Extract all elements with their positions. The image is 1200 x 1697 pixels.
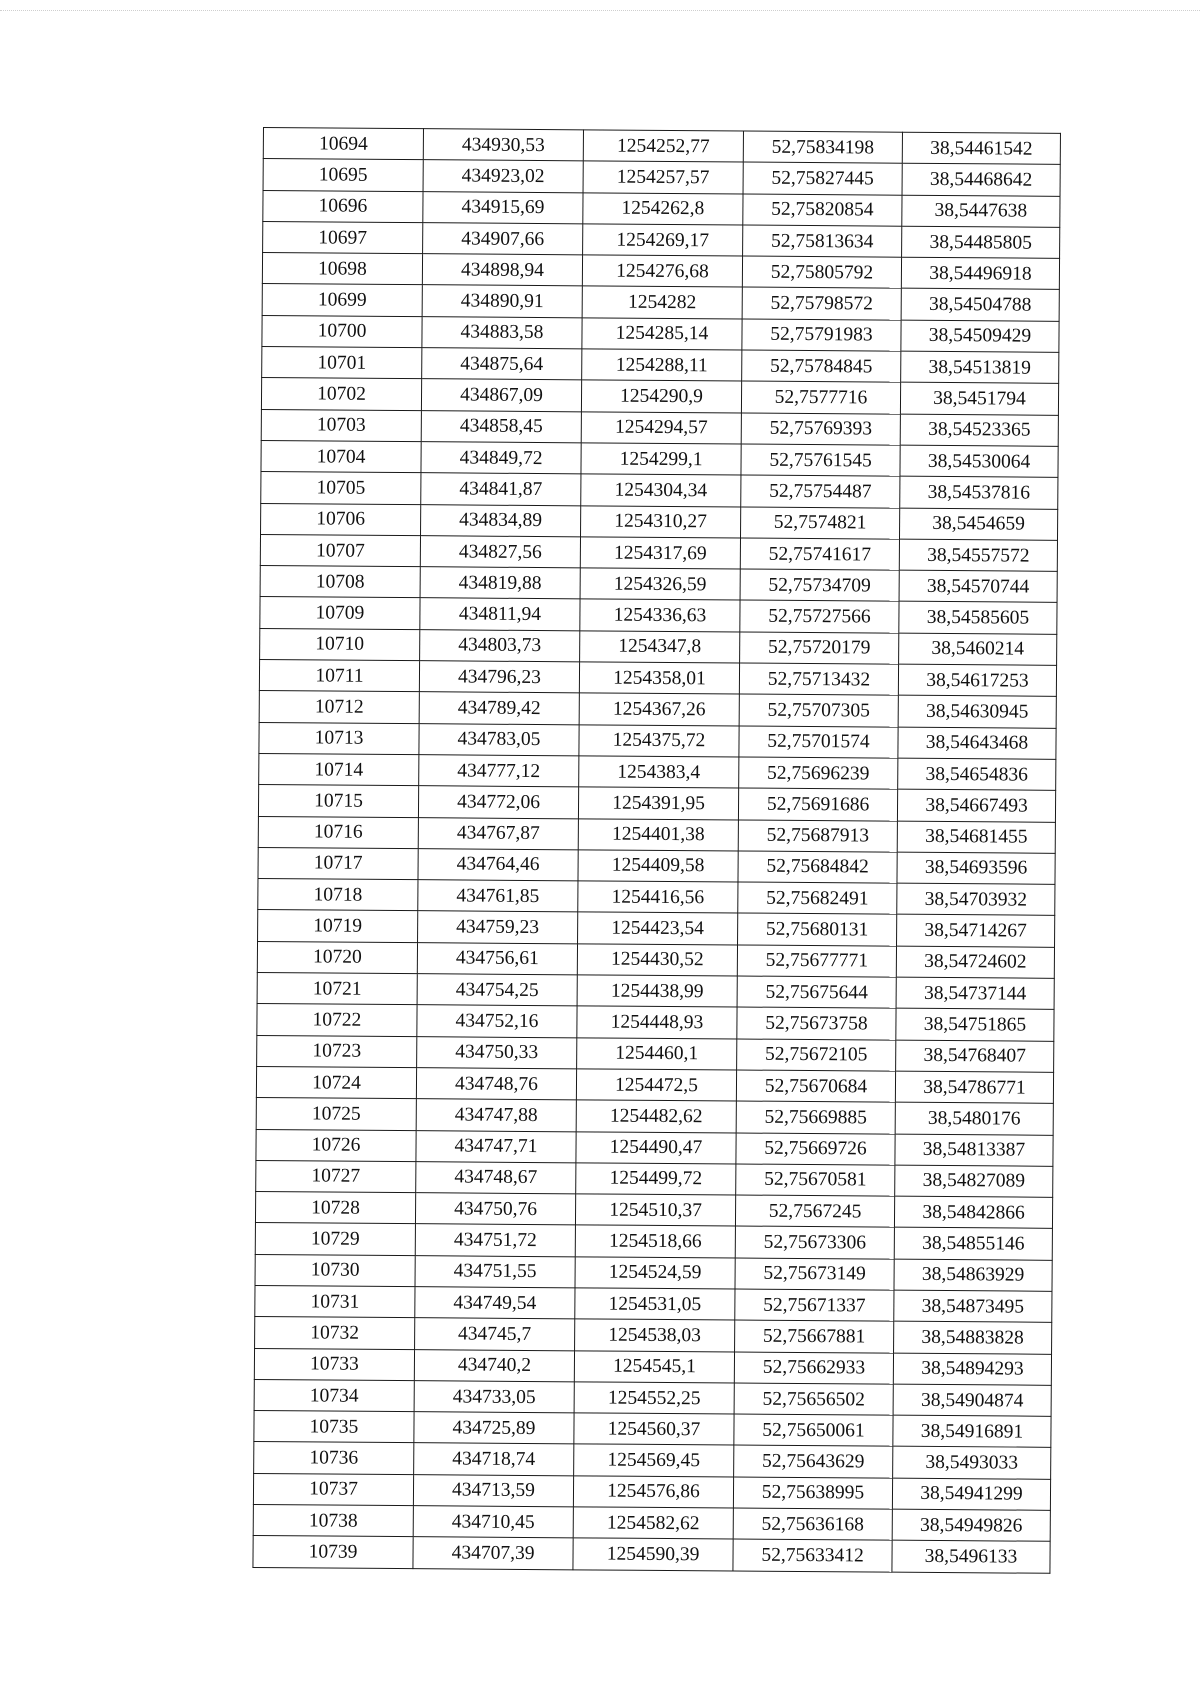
longitude-cell: 38,54916891 bbox=[893, 1415, 1051, 1447]
longitude-cell: 38,54714267 bbox=[897, 915, 1055, 947]
point-number-cell: 10712 bbox=[259, 691, 419, 723]
point-number-cell: 10708 bbox=[260, 566, 420, 598]
y-coordinate-cell: 1254294,57 bbox=[581, 412, 741, 444]
latitude-cell: 52,7567245 bbox=[735, 1195, 894, 1227]
longitude-cell: 38,54827089 bbox=[895, 1165, 1053, 1197]
x-coordinate-cell: 434761,85 bbox=[418, 880, 578, 912]
longitude-cell: 38,54883828 bbox=[894, 1321, 1052, 1353]
latitude-cell: 52,75677771 bbox=[737, 945, 896, 977]
point-number-cell: 10717 bbox=[258, 847, 418, 879]
point-number-cell: 10731 bbox=[255, 1285, 415, 1317]
y-coordinate-cell: 1254531,05 bbox=[575, 1288, 735, 1320]
longitude-cell: 38,54693596 bbox=[897, 852, 1055, 884]
y-coordinate-cell: 1254290,9 bbox=[581, 380, 741, 412]
x-coordinate-cell: 434748,76 bbox=[416, 1068, 576, 1100]
point-number-cell: 10719 bbox=[258, 910, 418, 942]
y-coordinate-cell: 1254276,68 bbox=[582, 255, 742, 287]
y-coordinate-cell: 1254282 bbox=[582, 286, 742, 318]
latitude-cell: 52,75820854 bbox=[743, 194, 902, 226]
point-number-cell: 10734 bbox=[254, 1379, 414, 1411]
y-coordinate-cell: 1254367,26 bbox=[579, 693, 739, 725]
longitude-cell: 38,54737144 bbox=[896, 977, 1054, 1009]
y-coordinate-cell: 1254304,34 bbox=[581, 474, 741, 506]
longitude-cell: 38,5493033 bbox=[893, 1447, 1051, 1479]
x-coordinate-cell: 434759,23 bbox=[418, 911, 578, 943]
x-coordinate-cell: 434883,58 bbox=[422, 316, 582, 348]
y-coordinate-cell: 1254545,1 bbox=[574, 1350, 734, 1382]
x-coordinate-cell: 434767,87 bbox=[418, 817, 578, 849]
longitude-cell: 38,54681455 bbox=[897, 821, 1055, 853]
x-coordinate-cell: 434827,56 bbox=[420, 536, 580, 568]
point-number-cell: 10713 bbox=[259, 722, 419, 754]
latitude-cell: 52,75670684 bbox=[736, 1070, 895, 1102]
x-coordinate-cell: 434707,39 bbox=[413, 1537, 573, 1569]
x-coordinate-cell: 434754,25 bbox=[417, 974, 577, 1006]
point-number-cell: 10702 bbox=[261, 378, 421, 410]
longitude-cell: 38,5447638 bbox=[902, 195, 1060, 227]
latitude-cell: 52,75672105 bbox=[737, 1039, 896, 1071]
x-coordinate-cell: 434740,2 bbox=[414, 1349, 574, 1381]
latitude-cell: 52,75827445 bbox=[743, 162, 902, 194]
y-coordinate-cell: 1254252,77 bbox=[583, 130, 743, 162]
point-number-cell: 10715 bbox=[258, 785, 418, 817]
y-coordinate-cell: 1254582,62 bbox=[573, 1507, 733, 1539]
point-number-cell: 10737 bbox=[253, 1473, 413, 1505]
y-coordinate-cell: 1254347,8 bbox=[580, 631, 740, 663]
y-coordinate-cell: 1254383,4 bbox=[579, 756, 739, 788]
y-coordinate-cell: 1254590,39 bbox=[573, 1538, 733, 1570]
y-coordinate-cell: 1254269,17 bbox=[583, 224, 743, 256]
longitude-cell: 38,54468642 bbox=[902, 163, 1060, 195]
y-coordinate-cell: 1254552,25 bbox=[574, 1382, 734, 1414]
point-number-cell: 10697 bbox=[263, 221, 423, 253]
y-coordinate-cell: 1254518,66 bbox=[575, 1225, 735, 1257]
longitude-cell: 38,54496918 bbox=[901, 257, 1059, 289]
x-coordinate-cell: 434710,45 bbox=[413, 1506, 573, 1538]
x-coordinate-cell: 434841,87 bbox=[421, 473, 581, 505]
latitude-cell: 52,75691686 bbox=[738, 788, 897, 820]
point-number-cell: 10733 bbox=[254, 1348, 414, 1380]
point-number-cell: 10732 bbox=[255, 1317, 415, 1349]
latitude-cell: 52,75638995 bbox=[733, 1477, 892, 1509]
latitude-cell: 52,7577716 bbox=[741, 381, 900, 413]
y-coordinate-cell: 1254257,57 bbox=[583, 161, 743, 193]
latitude-cell: 52,75701574 bbox=[739, 726, 898, 758]
y-coordinate-cell: 1254510,37 bbox=[575, 1194, 735, 1226]
point-number-cell: 10703 bbox=[261, 409, 421, 441]
point-number-cell: 10704 bbox=[261, 440, 421, 472]
latitude-cell: 52,75727566 bbox=[740, 600, 899, 632]
latitude-cell: 52,75707305 bbox=[739, 694, 898, 726]
x-coordinate-cell: 434898,94 bbox=[422, 254, 582, 286]
point-number-cell: 10722 bbox=[257, 1004, 417, 1036]
y-coordinate-cell: 1254299,1 bbox=[581, 443, 741, 475]
x-coordinate-cell: 434783,05 bbox=[419, 723, 579, 755]
x-coordinate-cell: 434849,72 bbox=[421, 442, 581, 474]
latitude-cell: 52,75671337 bbox=[735, 1289, 894, 1321]
y-coordinate-cell: 1254375,72 bbox=[579, 724, 739, 756]
longitude-cell: 38,5451794 bbox=[900, 383, 1058, 415]
longitude-cell: 38,54509429 bbox=[901, 320, 1059, 352]
x-coordinate-cell: 434751,55 bbox=[415, 1255, 575, 1287]
point-number-cell: 10700 bbox=[262, 315, 422, 347]
coordinates-table-body bbox=[253, 128, 1061, 1573]
x-coordinate-cell: 434745,7 bbox=[415, 1318, 575, 1350]
longitude-cell: 38,54768407 bbox=[896, 1040, 1054, 1072]
y-coordinate-cell: 1254401,38 bbox=[578, 818, 738, 850]
point-number-cell: 10721 bbox=[257, 972, 417, 1004]
point-number-cell: 10718 bbox=[258, 879, 418, 911]
x-coordinate-cell: 434915,69 bbox=[423, 191, 583, 223]
point-number-cell: 10723 bbox=[257, 1035, 417, 1067]
point-number-cell: 10716 bbox=[258, 816, 418, 848]
point-number-cell: 10696 bbox=[263, 190, 423, 222]
y-coordinate-cell: 1254482,62 bbox=[576, 1100, 736, 1132]
longitude-cell: 38,54537816 bbox=[900, 476, 1058, 508]
x-coordinate-cell: 434749,54 bbox=[415, 1287, 575, 1319]
point-number-cell: 10709 bbox=[260, 597, 420, 629]
latitude-cell: 52,75834198 bbox=[743, 131, 902, 163]
latitude-cell: 52,75741617 bbox=[740, 538, 899, 570]
longitude-cell: 38,54855146 bbox=[894, 1228, 1052, 1260]
y-coordinate-cell: 1254569,45 bbox=[574, 1444, 734, 1476]
y-coordinate-cell: 1254460,1 bbox=[577, 1037, 737, 1069]
point-number-cell: 10730 bbox=[255, 1254, 415, 1286]
point-number-cell: 10710 bbox=[260, 628, 420, 660]
y-coordinate-cell: 1254409,58 bbox=[578, 850, 738, 882]
x-coordinate-cell: 434930,53 bbox=[423, 129, 583, 161]
longitude-cell: 38,54530064 bbox=[900, 445, 1058, 477]
point-number-cell: 10739 bbox=[253, 1536, 413, 1568]
latitude-cell: 52,75813634 bbox=[743, 225, 902, 257]
longitude-cell: 38,54617253 bbox=[898, 664, 1056, 696]
longitude-cell: 38,54570744 bbox=[899, 570, 1057, 602]
longitude-cell: 38,54842866 bbox=[894, 1196, 1052, 1228]
latitude-cell: 52,75669726 bbox=[736, 1132, 895, 1164]
y-coordinate-cell: 1254288,11 bbox=[582, 349, 742, 381]
x-coordinate-cell: 434764,46 bbox=[418, 848, 578, 880]
point-number-cell: 10701 bbox=[262, 347, 422, 379]
y-coordinate-cell: 1254538,03 bbox=[575, 1319, 735, 1351]
longitude-cell: 38,54461542 bbox=[902, 132, 1060, 164]
point-number-cell: 10735 bbox=[254, 1411, 414, 1443]
longitude-cell: 38,54557572 bbox=[899, 539, 1057, 571]
x-coordinate-cell: 434834,89 bbox=[421, 504, 581, 536]
point-number-cell: 10711 bbox=[259, 660, 419, 692]
latitude-cell: 52,75669885 bbox=[736, 1101, 895, 1133]
longitude-cell: 38,54667493 bbox=[897, 789, 1055, 821]
latitude-cell: 52,75720179 bbox=[740, 632, 899, 664]
latitude-cell: 52,7574821 bbox=[741, 507, 900, 539]
longitude-cell: 38,54630945 bbox=[898, 696, 1056, 728]
longitude-cell: 38,54751865 bbox=[896, 1008, 1054, 1040]
latitude-cell: 52,75769393 bbox=[741, 413, 900, 445]
latitude-cell: 52,75687913 bbox=[738, 820, 897, 852]
y-coordinate-cell: 1254310,27 bbox=[581, 505, 741, 537]
x-coordinate-cell: 434875,64 bbox=[422, 348, 582, 380]
x-coordinate-cell: 434819,88 bbox=[420, 567, 580, 599]
point-number-cell: 10727 bbox=[256, 1160, 416, 1192]
point-number-cell: 10707 bbox=[260, 534, 420, 566]
longitude-cell: 38,54941299 bbox=[892, 1478, 1050, 1510]
x-coordinate-cell: 434718,74 bbox=[414, 1443, 574, 1475]
point-number-cell: 10694 bbox=[263, 128, 423, 160]
point-number-cell: 10720 bbox=[257, 941, 417, 973]
x-coordinate-cell: 434777,12 bbox=[419, 755, 579, 787]
latitude-cell: 52,75761545 bbox=[741, 444, 900, 476]
latitude-cell: 52,75673758 bbox=[737, 1007, 896, 1039]
latitude-cell: 52,75754487 bbox=[741, 475, 900, 507]
coordinates-table bbox=[252, 127, 1061, 1573]
latitude-cell: 52,75696239 bbox=[739, 757, 898, 789]
longitude-cell: 38,54863929 bbox=[894, 1259, 1052, 1291]
x-coordinate-cell: 434748,67 bbox=[416, 1161, 576, 1193]
y-coordinate-cell: 1254490,47 bbox=[576, 1131, 736, 1163]
latitude-cell: 52,75680131 bbox=[738, 913, 897, 945]
longitude-cell: 38,54485805 bbox=[902, 226, 1060, 258]
y-coordinate-cell: 1254499,72 bbox=[576, 1163, 736, 1195]
longitude-cell: 38,54904874 bbox=[893, 1384, 1051, 1416]
x-coordinate-cell: 434713,59 bbox=[413, 1474, 573, 1506]
latitude-cell: 52,75643629 bbox=[734, 1445, 893, 1477]
x-coordinate-cell: 434747,88 bbox=[416, 1099, 576, 1131]
y-coordinate-cell: 1254560,37 bbox=[574, 1413, 734, 1445]
longitude-cell: 38,54786771 bbox=[895, 1071, 1053, 1103]
point-number-cell: 10724 bbox=[256, 1066, 416, 1098]
latitude-cell: 52,75650061 bbox=[734, 1414, 893, 1446]
point-number-cell: 10725 bbox=[256, 1098, 416, 1130]
y-coordinate-cell: 1254576,86 bbox=[573, 1476, 733, 1508]
point-number-cell: 10728 bbox=[255, 1192, 415, 1224]
y-coordinate-cell: 1254416,56 bbox=[578, 881, 738, 913]
point-number-cell: 10705 bbox=[261, 472, 421, 504]
point-number-cell: 10726 bbox=[256, 1129, 416, 1161]
x-coordinate-cell: 434751,72 bbox=[415, 1224, 575, 1256]
latitude-cell: 52,75636168 bbox=[733, 1508, 892, 1540]
x-coordinate-cell: 434907,66 bbox=[423, 223, 583, 255]
point-number-cell: 10699 bbox=[262, 284, 422, 316]
longitude-cell: 38,54654836 bbox=[898, 758, 1056, 790]
latitude-cell: 52,75673306 bbox=[735, 1226, 894, 1258]
latitude-cell: 52,75784845 bbox=[742, 350, 901, 382]
longitude-cell: 38,5496133 bbox=[892, 1541, 1050, 1573]
longitude-cell: 38,54813387 bbox=[895, 1134, 1053, 1166]
y-coordinate-cell: 1254262,8 bbox=[583, 192, 743, 224]
x-coordinate-cell: 434756,61 bbox=[417, 942, 577, 974]
latitude-cell: 52,75791983 bbox=[742, 319, 901, 351]
x-coordinate-cell: 434733,05 bbox=[414, 1381, 574, 1413]
latitude-cell: 52,75805792 bbox=[742, 256, 901, 288]
longitude-cell: 38,54703932 bbox=[897, 883, 1055, 915]
longitude-cell: 38,54513819 bbox=[901, 351, 1059, 383]
x-coordinate-cell: 434803,73 bbox=[420, 629, 580, 661]
longitude-cell: 38,54643468 bbox=[898, 727, 1056, 759]
latitude-cell: 52,75713432 bbox=[739, 663, 898, 695]
longitude-cell: 38,54873495 bbox=[894, 1290, 1052, 1322]
point-number-cell: 10698 bbox=[262, 253, 422, 285]
point-number-cell: 10738 bbox=[253, 1505, 413, 1537]
latitude-cell: 52,75673149 bbox=[735, 1258, 894, 1290]
point-number-cell: 10729 bbox=[255, 1223, 415, 1255]
point-number-cell: 10695 bbox=[263, 159, 423, 191]
x-coordinate-cell: 434890,91 bbox=[422, 285, 582, 317]
y-coordinate-cell: 1254448,93 bbox=[577, 1006, 737, 1038]
y-coordinate-cell: 1254430,52 bbox=[577, 944, 737, 976]
y-coordinate-cell: 1254326,59 bbox=[580, 568, 740, 600]
y-coordinate-cell: 1254358,01 bbox=[579, 662, 739, 694]
longitude-cell: 38,54504788 bbox=[901, 289, 1059, 321]
y-coordinate-cell: 1254285,14 bbox=[582, 318, 742, 350]
y-coordinate-cell: 1254472,5 bbox=[576, 1069, 736, 1101]
y-coordinate-cell: 1254438,99 bbox=[577, 975, 737, 1007]
longitude-cell: 38,54949826 bbox=[892, 1509, 1050, 1541]
latitude-cell: 52,75684842 bbox=[738, 851, 897, 883]
longitude-cell: 38,54523365 bbox=[900, 414, 1058, 446]
point-number-cell: 10736 bbox=[254, 1442, 414, 1474]
longitude-cell: 38,5460214 bbox=[899, 633, 1057, 665]
latitude-cell: 52,75656502 bbox=[734, 1383, 893, 1415]
latitude-cell: 52,75734709 bbox=[740, 569, 899, 601]
point-number-cell: 10714 bbox=[259, 753, 419, 785]
latitude-cell: 52,75667881 bbox=[735, 1320, 894, 1352]
x-coordinate-cell: 434750,33 bbox=[417, 1036, 577, 1068]
latitude-cell: 52,75798572 bbox=[742, 288, 901, 320]
y-coordinate-cell: 1254524,59 bbox=[575, 1257, 735, 1289]
y-coordinate-cell: 1254317,69 bbox=[580, 537, 740, 569]
x-coordinate-cell: 434923,02 bbox=[423, 160, 583, 192]
x-coordinate-cell: 434750,76 bbox=[415, 1193, 575, 1225]
x-coordinate-cell: 434789,42 bbox=[419, 692, 579, 724]
longitude-cell: 38,54724602 bbox=[896, 946, 1054, 978]
x-coordinate-cell: 434747,71 bbox=[416, 1130, 576, 1162]
latitude-cell: 52,75675644 bbox=[737, 976, 896, 1008]
table-row bbox=[253, 1536, 1050, 1573]
x-coordinate-cell: 434725,89 bbox=[414, 1412, 574, 1444]
point-number-cell: 10706 bbox=[261, 503, 421, 535]
scan-edge-line bbox=[0, 10, 1200, 11]
x-coordinate-cell: 434858,45 bbox=[421, 410, 581, 442]
y-coordinate-cell: 1254423,54 bbox=[578, 912, 738, 944]
y-coordinate-cell: 1254336,63 bbox=[580, 599, 740, 631]
latitude-cell: 52,75670581 bbox=[736, 1164, 895, 1196]
x-coordinate-cell: 434796,23 bbox=[419, 661, 579, 693]
x-coordinate-cell: 434752,16 bbox=[417, 1005, 577, 1037]
latitude-cell: 52,75633412 bbox=[733, 1539, 892, 1571]
longitude-cell: 38,54585605 bbox=[899, 602, 1057, 634]
latitude-cell: 52,75682491 bbox=[738, 882, 897, 914]
longitude-cell: 38,54894293 bbox=[893, 1353, 1051, 1385]
longitude-cell: 38,5454659 bbox=[899, 508, 1057, 540]
latitude-cell: 52,75662933 bbox=[734, 1352, 893, 1384]
x-coordinate-cell: 434867,09 bbox=[421, 379, 581, 411]
x-coordinate-cell: 434772,06 bbox=[418, 786, 578, 818]
y-coordinate-cell: 1254391,95 bbox=[578, 787, 738, 819]
longitude-cell: 38,5480176 bbox=[895, 1102, 1053, 1134]
x-coordinate-cell: 434811,94 bbox=[420, 598, 580, 630]
